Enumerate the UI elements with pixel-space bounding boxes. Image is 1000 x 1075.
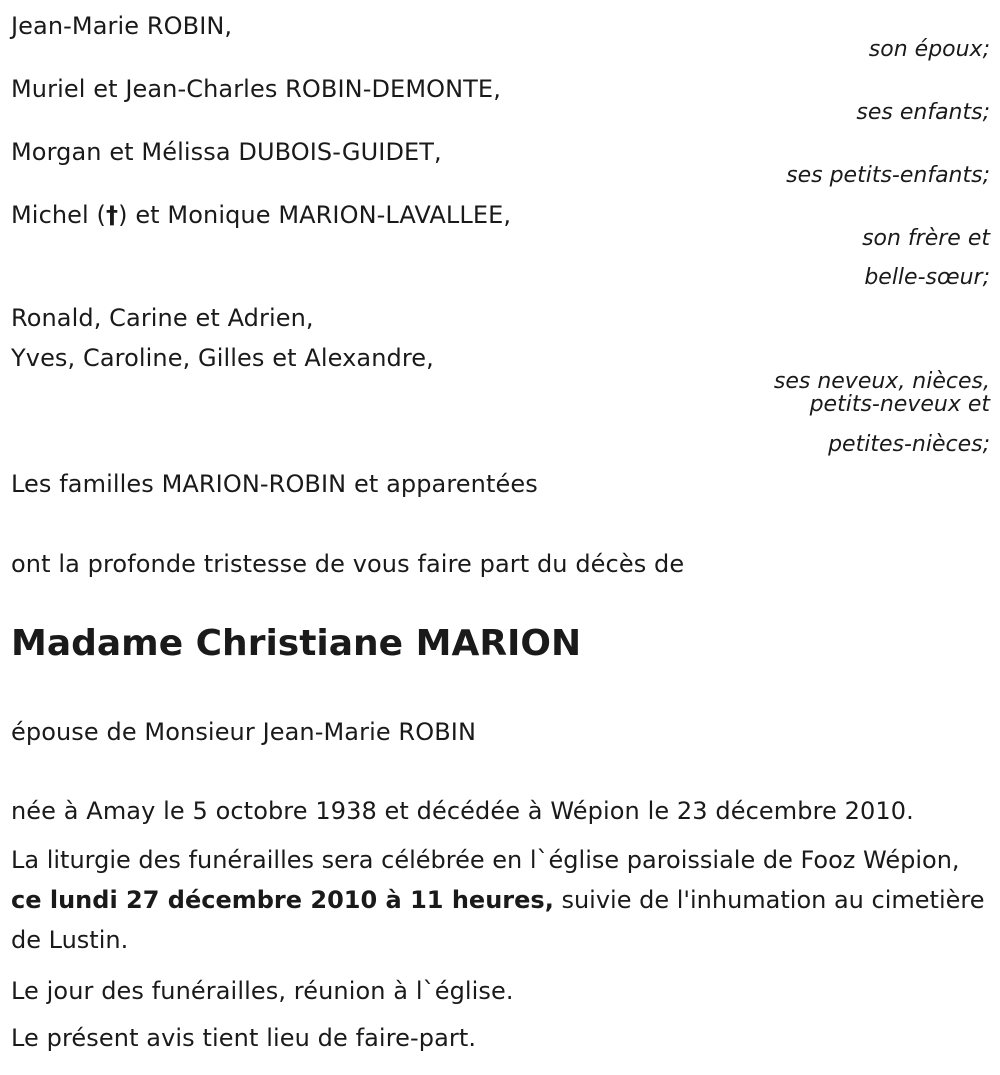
family-name-sibling xyxy=(11,201,511,229)
name-before-cross: Michel ( xyxy=(11,201,107,229)
family-name-nephews-line1: Ronald, Carine et Adrien, xyxy=(11,304,314,332)
families-line: Les familles MARION-ROBIN et apparentées xyxy=(11,470,538,498)
relation-nephews-line3: petites-nièces; xyxy=(828,432,990,457)
family-name-nephews-line2: Yves, Caroline, Gilles et Alexandre, xyxy=(11,344,434,372)
name-after-cross: ) et Monique MARION-LAVALLEE, xyxy=(118,201,512,229)
spouse-line: épouse de Monsieur Jean-Marie ROBIN xyxy=(11,718,476,746)
funeral-paragraph xyxy=(11,840,986,960)
family-name-grandchildren: Morgan et Mélissa DUBOIS-GUIDET, xyxy=(11,138,442,166)
relation-sibling-line1: son frère et xyxy=(862,226,990,251)
deceased-name: Madame Christiane MARION xyxy=(11,623,582,664)
announcement-line: ont la profonde tristesse de vous faire part du décès de xyxy=(11,550,685,578)
birth-death-line: née à Amay le 5 octobre 1938 et décédée à Wépion le 23 décembre 2010. xyxy=(11,797,914,825)
funeral-date: ce lundi 27 décembre 2010 à 11 heures, xyxy=(11,886,554,914)
relation-nephews-line1: ses neveux, nièces, xyxy=(773,369,990,394)
relation-children: ses enfants; xyxy=(856,100,990,125)
cross-icon: † xyxy=(106,201,119,229)
meeting-line: Le jour des funérailles, réunion à l`église. xyxy=(11,977,514,1005)
relation-spouse: son époux; xyxy=(868,37,990,62)
funeral-text-before: La liturgie des funérailles sera célébrée en l`église paroissiale de Fooz Wépion, xyxy=(11,846,960,874)
relation-sibling-line2: belle-sœur; xyxy=(864,265,990,290)
relation-nephews-line2: petits-neveux et xyxy=(809,392,990,417)
relation-grandchildren: ses petits-enfants; xyxy=(786,163,990,188)
notice-line: Le présent avis tient lieu de faire-part. xyxy=(11,1024,477,1052)
family-name-spouse: Jean-Marie ROBIN, xyxy=(11,12,233,40)
family-name-children: Muriel et Jean-Charles ROBIN-DEMONTE, xyxy=(11,75,501,103)
funeral-text-after: suivie de l'inhumation au cimetière de Lustin. xyxy=(11,886,985,954)
